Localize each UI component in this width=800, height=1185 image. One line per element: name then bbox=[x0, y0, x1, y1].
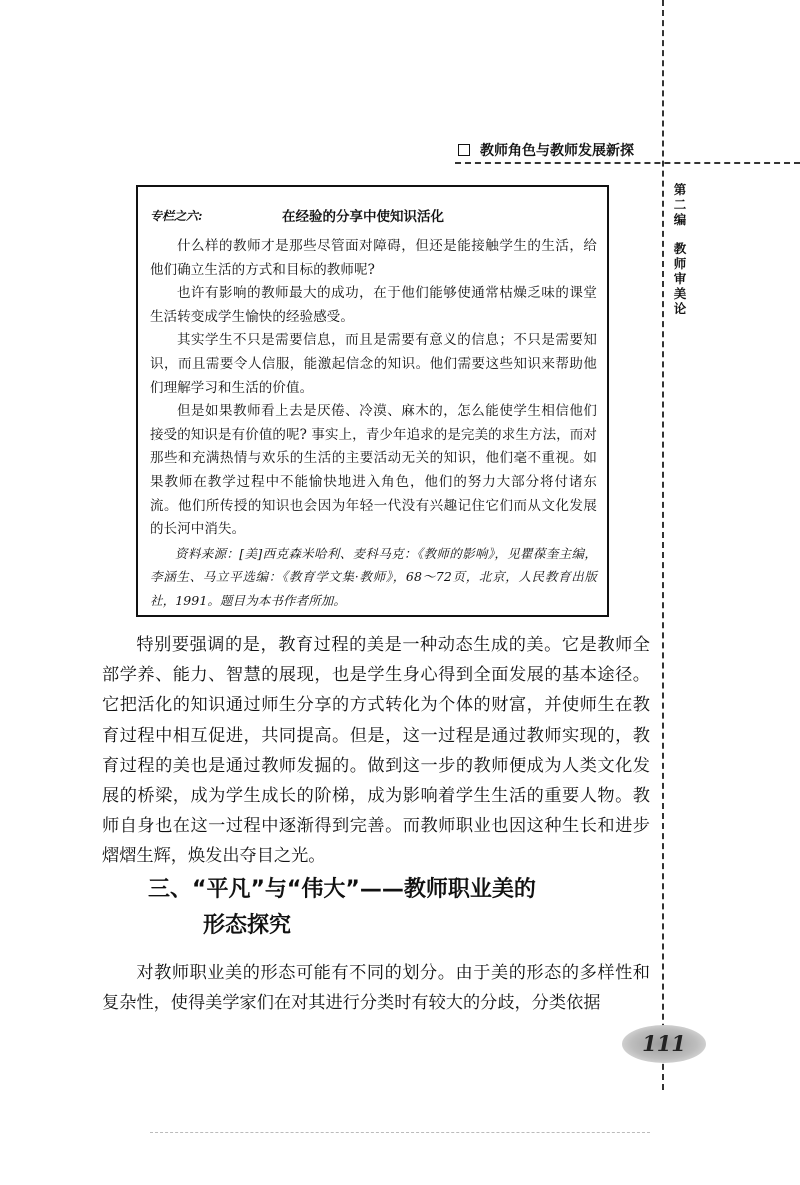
main-text-continued bbox=[102, 958, 650, 1018]
box-paragraph: 其实学生不只是需要信息，而且是需要有意义的信息；不只是需要知识，而且需要令人信服，能激起信念的知识。他们需要这些知识来帮助他们理解学习和生活的价值。 bbox=[150, 332, 597, 396]
section-heading-line2: 形态探究 bbox=[203, 913, 292, 938]
box-paragraph: 但是如果教师看上去是厌倦、冷漠、麻木的，怎么能使学生相信他们接受的知识是有价值的呢? 事实上，青少年追求的是完美的求生方法，而对那些和充满热情与欢乐的生活的主要活动无关的知识，他们毫不重视。如果教师在教学过程中不能愉快地进入角色，他们的努力大部分将付诸东流。他们所传授的知识也会因为年轻一代没有兴趣记住它们而从文化发展的长河中消失。 bbox=[150, 403, 597, 538]
side-tab bbox=[671, 182, 689, 316]
section-heading-line1: 三、“平凡”与“伟大”——教师职业美的 bbox=[148, 877, 536, 902]
box-source: 资料来源：[美]西克森米哈利、麦科马克：《教师的影响》，见瞿葆奎主编，李涵生、马立平选编：《教育学文集·教师》，68～72页，北京，人民教育出版社，1991。题目为本书作者所加。 bbox=[150, 545, 597, 608]
box-header bbox=[150, 205, 597, 225]
running-header-title: 教师角色与教师发展新探 bbox=[480, 143, 634, 159]
box-label: 专栏之六: bbox=[150, 209, 203, 223]
sidebar-box bbox=[136, 185, 609, 617]
main-text bbox=[102, 630, 650, 872]
body-paragraph: 对教师职业美的形态可能有不同的划分。由于美的形态的多样性和复杂性，使得美学家们在对其进行分类时有较大的分歧，分类依据 bbox=[102, 963, 650, 1014]
box-title: 在经验的分享中使知识活化 bbox=[282, 209, 444, 225]
body-paragraph: 特别要强调的是，教育过程的美是一种动态生成的美。它是教师全部学养、能力、智慧的展现，也是学生身心得到全面发展的基本途径。它把活化的知识通过师生分享的方式转化为个体的财富，并使师生在教育过程中相互促进，共同提高。但是，这一过程是通过教师实现的，教育过程的美也是通过教师发掘的。做到这一步的教师便成为人类文化发展的桥梁，成为学生成长的阶梯，成为影响着学生生活的重要人物。教师自身也在这一过程中逐渐得到完善。而教师职业也因这种生长和进步熠熠生辉，焕发出夺目之光。 bbox=[102, 635, 650, 867]
side-tab-part: 第二编 bbox=[673, 182, 687, 227]
section-heading bbox=[148, 872, 618, 944]
box-paragraph: 也许有影响的教师最大的成功，在于他们能够使通常枯燥乏味的课堂生活转变成学生愉快的经验感受。 bbox=[150, 285, 597, 325]
page-number: 111 bbox=[622, 1025, 706, 1063]
square-icon bbox=[458, 144, 470, 156]
running-header bbox=[458, 140, 658, 160]
header-dashed-rule bbox=[455, 162, 800, 164]
box-paragraph: 什么样的教师才是那些尽管面对障碍，但还是能接触学生的生活，给他们确立生活的方式和目标的教师呢? bbox=[150, 238, 597, 278]
side-tab-chapter: 教师审美论 bbox=[673, 241, 687, 316]
footer-faint-rule bbox=[150, 1132, 650, 1133]
